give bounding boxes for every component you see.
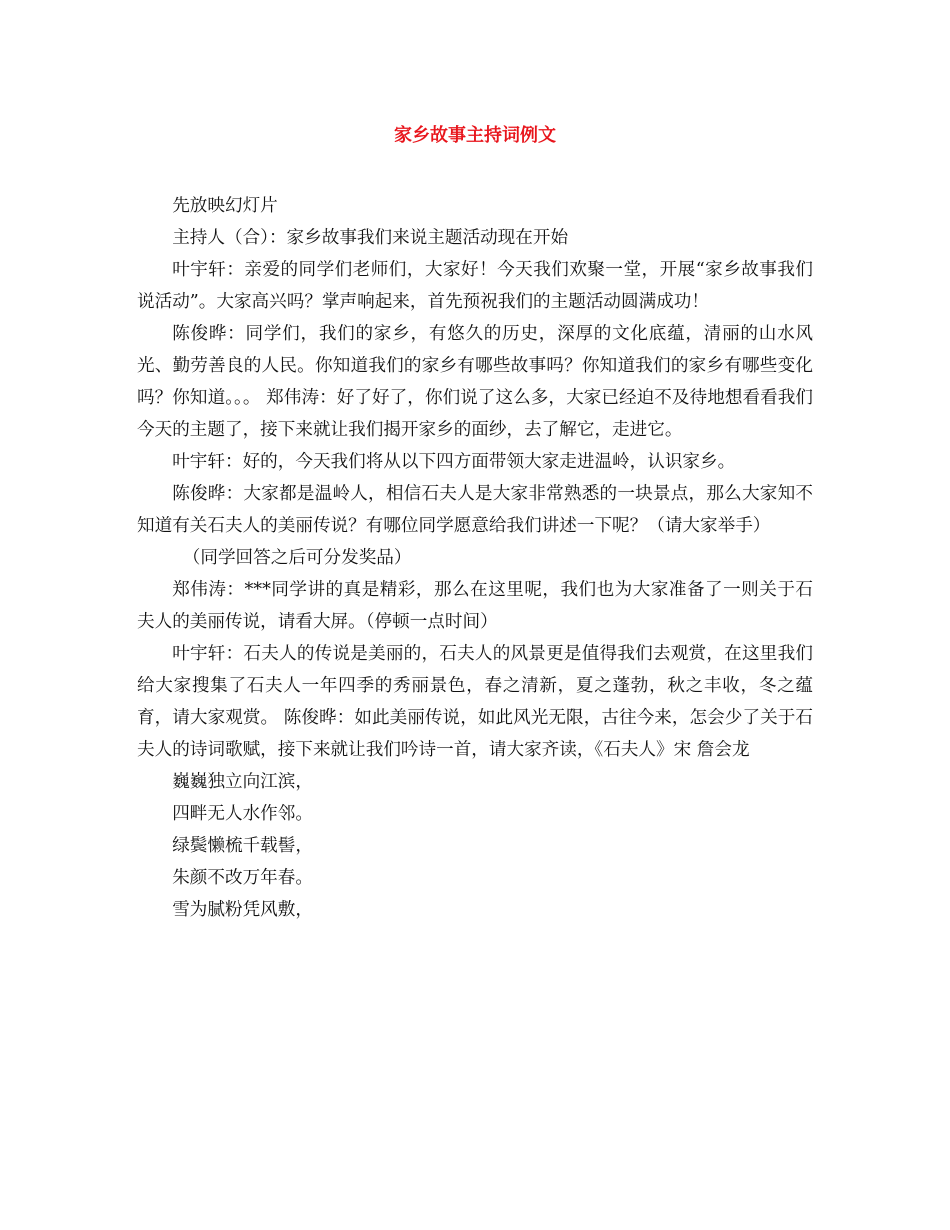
- poem-line: 绿鬓懒梳千载髻，: [172, 836, 313, 856]
- paragraph: 郑伟涛：***同学讲的真是精彩，那么在这里呢，我们也为大家准备了一则关于石夫人的美丽传说，请看大屏。（停顿一点时间）: [137, 580, 813, 632]
- paragraph: （同学回答之后可分发奖品）: [182, 548, 412, 568]
- document-body: [137, 190, 813, 926]
- paragraph: 叶宇轩：亲爱的同学们老师们，大家好！今天我们欢聚一堂，开展“家乡故事我们说活动”。大家高兴吗？掌声响起来，首先预祝我们的主题活动圆满成功！: [137, 260, 813, 312]
- paragraph: 陈俊晔：同学们，我们的家乡，有悠久的历史，深厚的文化底蕴，清丽的山水风光、勤劳善良的人民。你知道我们的家乡有哪些故事吗？你知道我们的家乡有哪些变化吗？你知道。。。 郑伟涛：好了好了，你们说了这么多，大家已经迫不及待地想看看我们今天的主题了，接下来就让我们揭开家乡的面纱，去了解它，走进它。: [137, 324, 813, 440]
- poem-line: 朱颜不改万年春。: [172, 868, 313, 888]
- paragraph: 主持人（合）：家乡故事我们来说主题活动现在开始: [172, 228, 569, 248]
- paragraph: 叶宇轩：石夫人的传说是美丽的，石夫人的风景更是值得我们去观赏，在这里我们给大家搜集了石夫人一年四季的秀丽景色，春之清新，夏之蓬勃，秋之丰收，冬之蕴育，请大家观赏。 陈俊晔：如此美丽传说，如此风光无限，古往今来，怎会少了关于石夫人的诗词歌赋，接下来就让我们吟诗一首，请大家齐读，《石夫人》宋 詹会龙: [137, 644, 813, 760]
- poem-line: 雪为腻粉凭风敷，: [172, 900, 313, 920]
- poem-line: 巍巍独立向江滨，: [172, 772, 313, 792]
- paragraph: 先放映幻灯片: [172, 196, 278, 216]
- paragraph: 叶宇轩：好的，今天我们将从以下四方面带领大家走进温岭，认识家乡。: [172, 452, 736, 472]
- poem-line: 四畔无人水作邻。: [172, 804, 313, 824]
- paragraph: 陈俊晔：大家都是温岭人，相信石夫人是大家非常熟悉的一块景点，那么大家知不知道有关石夫人的美丽传说？有哪位同学愿意给我们讲述一下呢？（请大家举手）: [137, 484, 813, 536]
- document-title: 家乡故事主持词例文: [394, 125, 556, 146]
